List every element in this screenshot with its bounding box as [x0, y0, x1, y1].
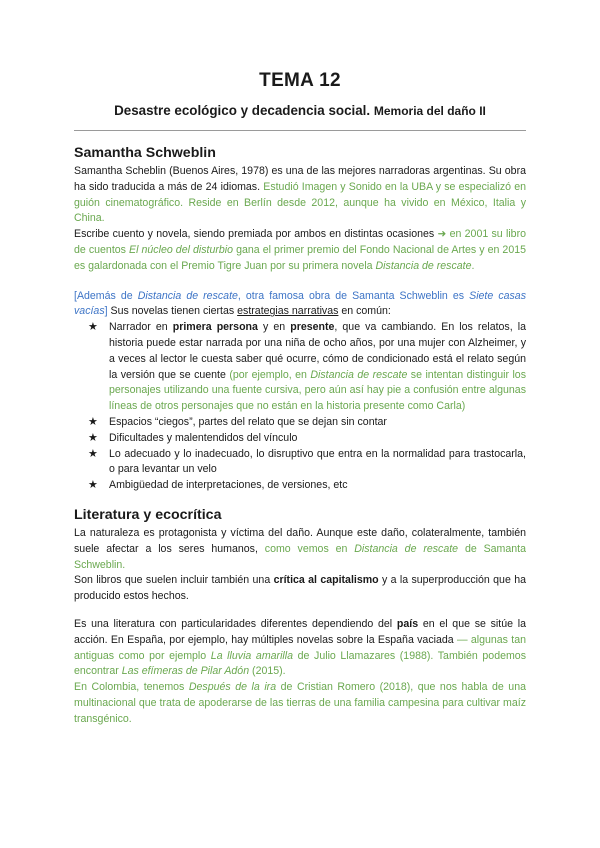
works-note-1: [Además de: [74, 289, 138, 302]
bio-note: Estudió Imagen y Sonido en la UBA y se especializó en guión cinematográfico. Reside en Berlín desde 2012, aunque ha vivido en México, Italia y China.: [74, 180, 527, 225]
strategies-text-2: en común:: [338, 305, 391, 318]
works-note-2: , otra famosa obra de Samanta Schweblin es: [237, 289, 470, 302]
item-text: Espacios “ciegos”, partes del relato que se dejan sin contar: [109, 415, 387, 428]
paragraph-capitalism: [74, 573, 526, 605]
country-bold: país: [396, 617, 419, 630]
list-item: [74, 320, 526, 415]
section-heading-ecocritica: Literatura y ecocrítica: [74, 506, 222, 523]
works-title-2: Siete casas vacías: [74, 289, 526, 318]
awards-text: Escribe cuento y novela, siendo premiada por ambos en distintas ocasiones: [74, 228, 438, 241]
title-divider: [74, 130, 526, 131]
item-text: , que va cambiando. En los relatos, la historia puede estar narrada por una niña de ocho años, por una mujer con Alzheimer, y a veces al lector le cuesta saber qué ocurre, cómo de condicionado está el relato según la versión que se cuente: [109, 321, 526, 381]
strategies-text-1: Sus novelas tienen ciertas: [107, 305, 238, 318]
paragraph-colombia: [74, 680, 526, 727]
paragraph-awards: [74, 227, 526, 274]
awards-book-title: El núcleo del disturbio: [129, 243, 234, 256]
paragraph-nature: [74, 526, 526, 573]
nature-note-2: de Samanta Schweblin.: [74, 542, 526, 571]
item-bold: primera persona: [172, 321, 258, 334]
country-note-title-1: La lluvia amarilla: [210, 649, 294, 662]
country-note-3: (2015).: [249, 665, 286, 678]
works-note-3: ]: [104, 305, 108, 318]
star-icon: ★: [88, 415, 98, 428]
star-icon: ★: [88, 321, 98, 334]
awards-note-2: gana el primer premio del Fondo Nacional de Artes y en 2015 es galardonada con el Premio Tigre Juan por su primera novela: [74, 243, 527, 272]
country-text-2: en el que se sitúe la acción. En España, por ejemplo, hay múltiples novelas sobre la España vaciada: [74, 617, 526, 646]
item-text: Narrador en: [109, 321, 173, 334]
list-item: [74, 478, 526, 494]
colombia-note-2: de Cristian Romero (2018), que nos habla de una multinacional que trata de apoderarse de las tierras de una familia campesina para cultivar maíz transgénico.: [74, 681, 526, 725]
list-item: [74, 415, 526, 431]
paragraph-bio: [74, 164, 526, 227]
section-heading-schweblin: Samantha Schweblin: [74, 145, 216, 161]
page-subtitle: [74, 103, 526, 118]
capitalism-text-1: Son libros que suelen incluir también una: [74, 574, 274, 587]
country-note-1: — algunas tan antiguas como por ejemplo: [74, 633, 526, 662]
item-text: Ambigüedad de interpretaciones, de versiones, etc: [109, 479, 348, 492]
country-note-title-2: Las efímeras de Pilar Adón: [121, 665, 250, 678]
awards-novel-title: Distancia de rescate: [375, 259, 472, 272]
list-item: [74, 447, 526, 479]
item-text: Lo adecuado y lo inadecuado, lo disruptivo que entra en la normalidad para trastocarla, o para levantar un velo: [109, 447, 526, 476]
star-icon: ★: [88, 447, 98, 460]
bio-text: Samantha Scheblin (Buenos Aires, 1978) es una de las mejores narradoras argentinas. Su obra ha sido traducida a más de 24 idiomas.: [74, 165, 526, 193]
paragraph-country: [74, 617, 526, 680]
awards-note-3: .: [471, 259, 475, 272]
strategies-underlined: estrategias narrativas: [237, 305, 339, 318]
document-page: [74, 70, 526, 728]
item-bold: presente: [290, 321, 335, 334]
strategies-list: [74, 320, 526, 494]
item-text: y en: [257, 321, 291, 334]
nature-text: La naturaleza es protagonista y víctima del daño. Aunque este daño, colateralmente, también suele afectar a los seres humanos,: [74, 526, 526, 555]
star-icon: ★: [88, 479, 98, 492]
subtitle-main: Desastre ecológico y decadencia social.: [114, 103, 371, 118]
colombia-note-title: Después de la ira: [188, 681, 277, 694]
spacer: [74, 605, 526, 617]
colombia-note-1: En Colombia, tenemos: [74, 681, 189, 694]
page-title: TEMA 12: [259, 70, 341, 91]
country-note-2: de Julio Llamazares (1988). También podemos encontrar: [74, 649, 526, 678]
item-note: (por ejemplo, en: [229, 368, 311, 381]
subtitle-small: Memoria del daño II: [373, 104, 486, 118]
spacer: [74, 275, 526, 289]
country-text-1: Es una literatura con particularidades diferentes dependiendo del: [74, 617, 397, 630]
capitalism-bold: crítica al capitalismo: [273, 574, 379, 587]
awards-note-1: ➜ en 2001 su libro de cuentos: [74, 228, 526, 256]
nature-note-title: Distancia de rescate: [354, 542, 459, 555]
capitalism-text-2: y a la superproducción que ha producido estos hechos.: [74, 574, 526, 603]
item-note: se intentan distinguir los personajes utilizando una fuente cursiva, pero aún así hay pie a confusión entre algunas líneas de otros personajes que no están en la historia presente como Carla): [109, 368, 526, 413]
star-icon: ★: [88, 431, 98, 444]
item-note-title: Distancia de rescate: [310, 368, 408, 381]
list-item: [74, 431, 526, 447]
paragraph-strategies: [74, 289, 526, 321]
item-text: Dificultades y malentendidos del vínculo: [109, 431, 298, 444]
nature-note-1: como vemos en: [264, 542, 355, 555]
works-title-1: Distancia de rescate: [137, 289, 238, 302]
